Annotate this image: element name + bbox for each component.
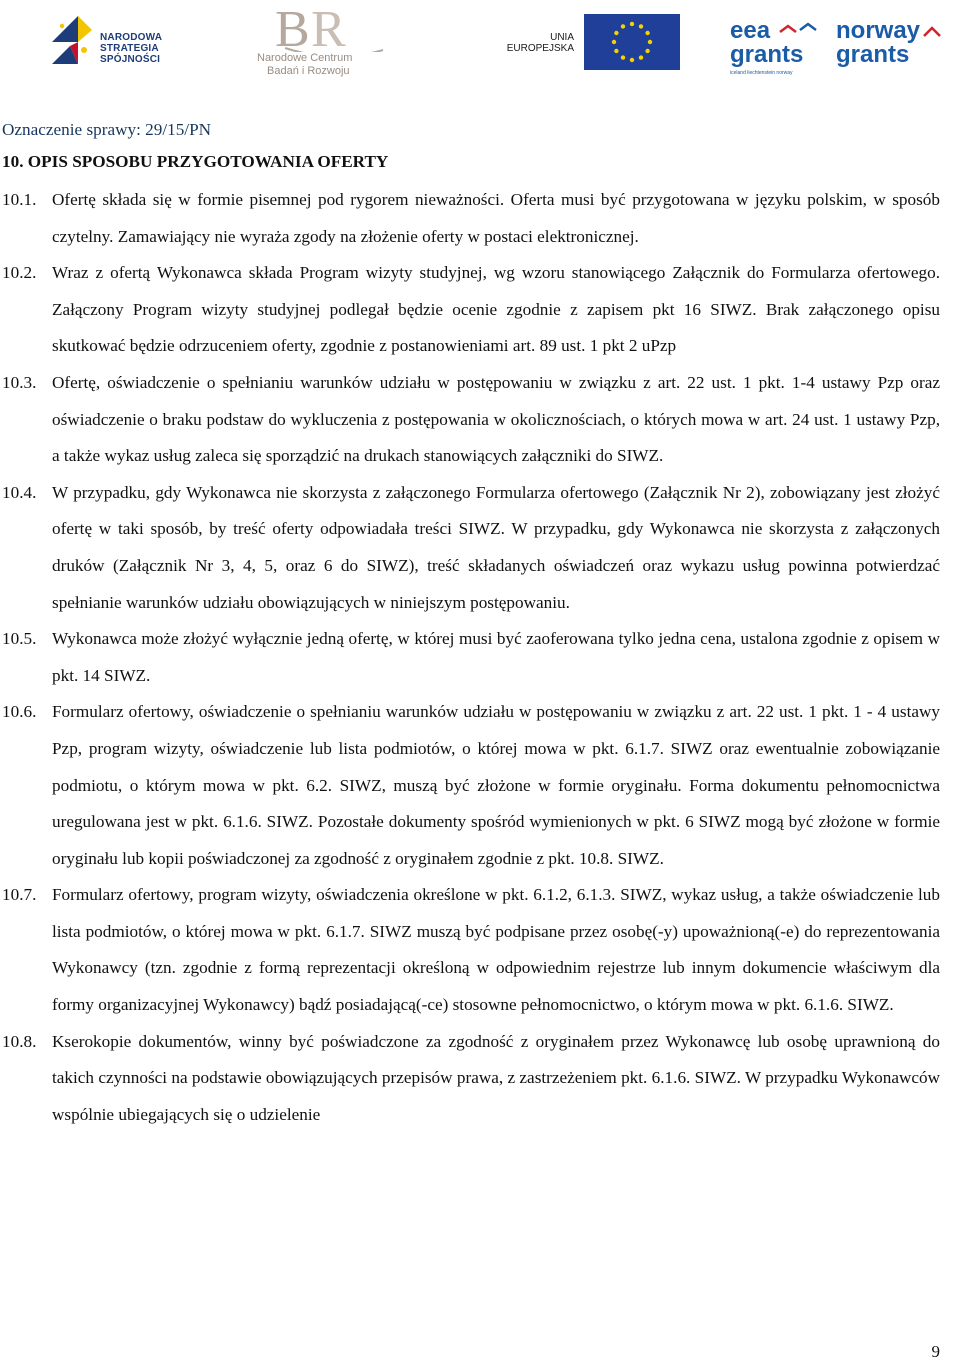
item-text: Formularz ofertowy, program wizyty, oświadczenia określone w pkt. 6.1.2, 6.1.3. SIWZ, wykaz usług, a także oświadczenie lub lista podmiotów, o której mowa w pkt. 6.1.7. SIWZ muszą być podpisane przez osobę(-y) upoważnioną(-e) do reprezentowania Wykonawcy (tzn. zgodnie z formą reprezentacji określoną w odpowiednim rejestrze lub innym dokumencie właściwym dla formy organizacyjnej Wykonawcy) bądź posiadającą(-ce) stosowne pełnomocnictwo, o którym mowa w pkt. 6.1.6. SIWZ. [52,885,940,1015]
item-text: W przypadku, gdy Wykonawca nie skorzysta z załączonego Formularza ofertowego (Załącznik Nr 2), zobowiązany jest złożyć ofertę w taki sposób, by treść oferty odpowiadała treści SIWZ. W przypadku, gdy Wykonawca nie skorzysta z załączonych druków (Załącznik Nr 3, 4, 5, oraz 6 do SIWZ), treść składanych oświadczeń oraz wykazu usług powinna potwierdzać spełnianie warunków udziału obowiązujących w niniejszym postępowaniu. [52,482,940,612]
item-text: Formularz ofertowy, oświadczenie o spełnianiu warunków udziału w postępowaniu w związku z art. 22 ust. 1 pkt. 1 - 4 ustawy Pzp, program wizyty, oświadczenie lub lista podmiotów, o której mowa w pkt. 6.1.7. SIWZ oraz ewentualnie zobowiązanie podmiotu, o którym mowa w pkt. 6.2. SIWZ, muszą być złożone w formie oryginału. Forma dokumentu pełnomocnictwa uregulowana jest w pkt. 6.1.6. SIWZ. Pozostałe dokumenty spośród wymienionych w pkt. 6 SIWZ mogą być złożone w formie oryginału lub kopii poświadczonej za zgodność z oryginałem zgodnie z pkt. 10.8. SIWZ. [52,702,940,868]
ue-logo-line2: EUROPEJSKA [506,43,574,54]
ncbr-logo [255,4,395,84]
item-number: 10.1. [2,190,37,209]
list-item [0,877,940,1023]
eea-birds-icon [776,20,822,40]
item-number: 10.5. [2,629,37,649]
eea-grants-logo [730,17,830,76]
nss-logo-line1: NARODOWA [100,32,163,43]
item-text: Ofertę, oświadczenie o spełnianiu warunków udziału w postępowaniu w związku z art. 22 ust. 1 pkt. 1-4 ustawy Pzp oraz oświadczenie o braku podstaw do wykluczenia z postępowania w okolicznościach, o których mowa w art. 24 ust. 1 ustawy Pzp, a także wykaz usług zaleca się sporządzić na drukach stanowiących załączniki do SIWZ. [52,372,940,466]
list-item [0,621,940,694]
list-item [0,255,940,365]
unia-europejska-logo [500,14,680,74]
item-number: 10.6. [2,702,37,722]
document-body [0,112,940,1133]
list-item [0,475,940,621]
svg-text:B: B [275,4,310,52]
item-text: Kserokopie dokumentów, winny być poświadczone za zgodność z oryginałem przez Wykonawcę lub osobę uprawnioną do takich czynności na podstawie obowiązujących przepisów prawa, z zastrzeżeniem pkt. 6.1.6. SIWZ. W przypadku Wykonawców wspólnie ubiegających się o udzielenie [52,1031,940,1124]
list-item [0,182,940,255]
item-text: Ofertę składa się w formie pisemnej pod rygorem nieważności. Oferta musi być przygotowana w języku polskim, w sposób czytelny. Zamawiający nie wyraża zgody na złożenie oferty w postaci elektronicznej. [52,190,940,246]
norway-grants-logo [836,18,956,73]
item-number: 10.4. [2,482,37,502]
list-item [0,694,940,877]
logo-header [0,0,960,90]
ncbr-logo-line2: Badań i Rozwoju [267,65,350,77]
page-number: 9 [931,1342,940,1361]
item-text: Wykonawca może złożyć wyłącznie jedną ofertę, w której musi być zaoferowana tylko jedna cena, ustalona zgodnie z opisem w pkt. 14 SIWZ. [52,629,940,685]
item-number: 10.3. [2,372,37,392]
eu-flag-icon [584,14,680,70]
ue-logo-line1: UNIA [550,32,574,43]
item-number: 10.2. [2,263,37,283]
item-number: 10.7. [2,885,37,905]
nss-star-icon [48,12,96,68]
nss-logo-line2: STRATEGIA SPÓJNOŚCI [100,43,161,65]
section-items [0,182,940,1133]
norway-logo-line1: norway [836,17,921,44]
section-heading: 10. OPIS SPOSOBU PRZYGOTOWANIA OFERTY [2,152,389,171]
list-item [0,1024,940,1134]
ncbr-br-icon [275,4,385,52]
svg-text:R: R [311,4,346,52]
list-item [0,365,940,475]
item-number: 10.8. [2,1031,37,1051]
norway-logo-line2: grants [836,41,910,68]
ncbr-logo-line1: Narodowe Centrum [257,52,353,64]
eea-logo-line2: grants [730,41,804,68]
narodowa-strategia-spojnosci-logo [48,12,218,72]
norway-bird-icon [922,24,952,42]
item-text: Wraz z ofertą Wykonawca składa Program wizyty studyjnej, wg wzoru stanowiącego Załącznik do Formularza ofertowego. Załączony Program wizyty studyjnej podlegał będzie ocenie zgodnie z zapisem pkt 16 SIWZ. Brak załączonego opisu skutkować będzie odrzuceniem oferty, zgodnie z postanowieniami art. 89 ust. 1 pkt 2 uPzp [52,263,940,356]
case-number: Oznaczenie sprawy: 29/15/PN [2,120,212,139]
eea-logo-line3: iceland liechtenstein norway [730,70,793,76]
eea-logo-line1: eea [730,17,771,44]
